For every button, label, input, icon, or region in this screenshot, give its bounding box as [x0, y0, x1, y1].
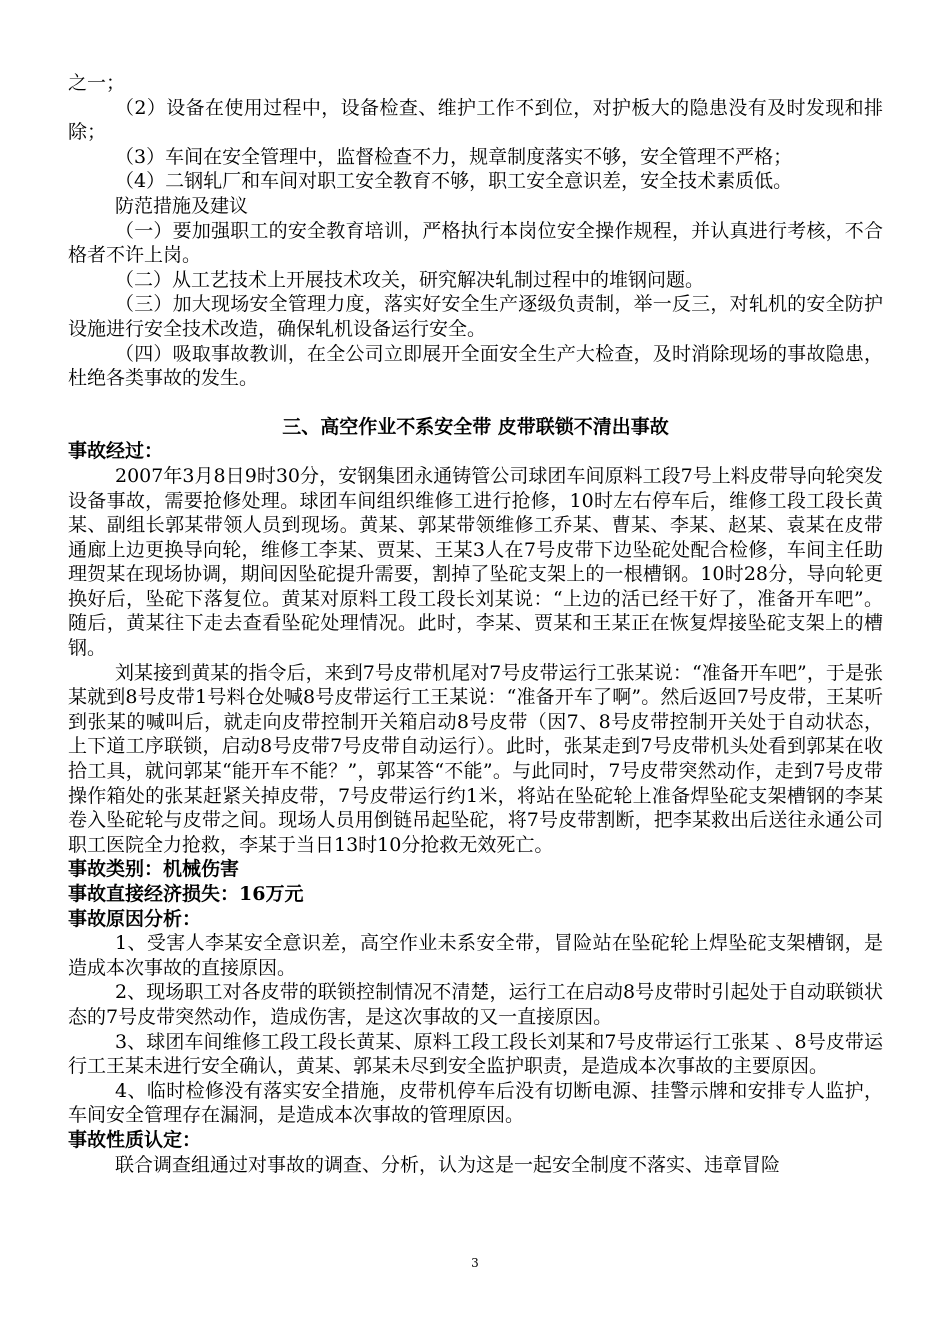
paragraph: 1、受害人李某安全意识差，高空作业未系安全带，冒险站在坠砣轮上焊坠砣支架槽钢，是造成本次事故的直接原因。	[68, 932, 883, 979]
paragraph: （二）从工艺技术上开展技术攻关，研究解决轧制过程中的堆钢问题。	[115, 268, 705, 291]
paragraph: （2）设备在使用过程中，设备检查、维护工作不到位，对护板大的隐患没有及时发现和排除；	[68, 96, 883, 144]
cause-label: 事故原因分析：	[68, 907, 202, 930]
accident-category: 事故类别：机械伤害	[68, 858, 240, 881]
page-number: 3	[471, 1256, 479, 1270]
paragraph: 联合调查组通过对事故的调查、分析，认为这是一起安全制度不落实、违章冒险	[115, 1153, 781, 1176]
paragraph: 2007年3月8日9时30分，安钢集团永通铸管公司球团车间原料工段7号上料皮带导向轮突发设备事故，需要抢修处理。球团车间组织维修工进行抢修，10时左右停车后，维修工段工段长黄某、副组长郭某带领人员到现场。黄某、郭某带领维修工乔某、曹某、李某、赵某、袁某在皮带通廊上边更换导向轮，维修工李某、贾某、王某3人在7号皮带下边坠砣处配合检修，车间主任助理贺某在现场协调，期间因坠砣提升需要，割掉了坠砣支架上的一根槽钢。10时28分，导向轮更换好后，坠砣下落复位。黄某对原料工段工段长刘某说：“上边的活已经干好了，准备开车吧”。随后，黄某往下走去查看坠砣处理情况。此时，李某、贾某和王某正在恢复焊接坠砣支架上的槽钢。	[68, 464, 883, 660]
subheading: 防范措施及建议	[115, 194, 249, 217]
process-label: 事故经过：	[68, 440, 164, 463]
paragraph: 3、球团车间维修工段工段长黄某、原料工段工段长刘某和7号皮带运行工张某 、8号皮带运行工王某未进行安全确认，黄某、郭某未尽到安全监护职责，是造成本次事故的主要原因。	[68, 1030, 883, 1078]
paragraph: 2、现场职工对各皮带的联锁控制情况不清楚，运行工在启动8号皮带时引起处于自动联锁状态的7号皮带突然动作，造成伤害，是这次事故的又一直接原因。	[68, 981, 883, 1028]
paragraph: （3）车间在安全管理中，监督检查不力，规章制度落实不够，安全管理不严格；	[115, 145, 793, 168]
paragraph: （一）要加强职工的安全教育培训，严格执行本岗位安全操作规程，并认真进行考核，不合格者不许上岗。	[68, 219, 883, 267]
paragraph: （三）加大现场安全管理力度，落实好安全生产逐级负责制，举一反三，对轧机的安全防护设施进行安全技术改造，确保轧机设备运行安全。	[68, 293, 883, 340]
paragraph: （4）二钢轧厂和车间对职工安全教育不够，职工安全意识差，安全技术素质低。	[115, 170, 793, 193]
paragraph: （四）吸取事故教训，在全公司立即展开全面安全生产大检查，及时消除现场的事故隐患，杜绝各类事故的发生。	[68, 342, 883, 390]
paragraph: 刘某接到黄某的指令后，来到7号皮带机尾对7号皮带运行工张某说：“准备开车吧”，于是张某就到8号皮带1号料仓处喊8号皮带运行工王某说：“准备开车了啊”。然后返回7号皮带，王某听到张某的喊叫后，就走向皮带控制开关箱启动8号皮带（因7、8号皮带控制开关处于自动状态，上下道工序联锁，启动8号皮带7号皮带自动运行）。此时，张某走到7号皮带机头处看到郭某在收拾工具，就问郭某“能开车不能？”，郭某答“不能”。与此同时，7号皮带突然动作，走到7号皮带操作箱处的张某赶紧关掉皮带，7号皮带运行约1米，将站在坠砣轮上准备焊坠砣支架槽钢的李某卷入坠砣轮与皮带之间。现场人员用倒链吊起坠砣，将7号皮带割断，把李某救出后送往永通公司职工医院全力抢救，李某于当日13时10分抢救无效死亡。	[68, 661, 883, 856]
paragraph: 4、临时检修没有落实安全措施，皮带机停车后没有切断电源、挂警示牌和安排专人监护，车间安全管理存在漏洞，是造成本次事故的管理原因。	[68, 1079, 883, 1127]
economic-loss: 事故直接经济损失：16万元	[68, 883, 304, 905]
paragraph: 之一；	[68, 72, 126, 94]
page-content	[68, 71, 883, 1177]
nature-label: 事故性质认定：	[68, 1128, 202, 1151]
section-title: 三、高空作业不系安全带 皮带联锁不清出事故	[282, 415, 669, 438]
